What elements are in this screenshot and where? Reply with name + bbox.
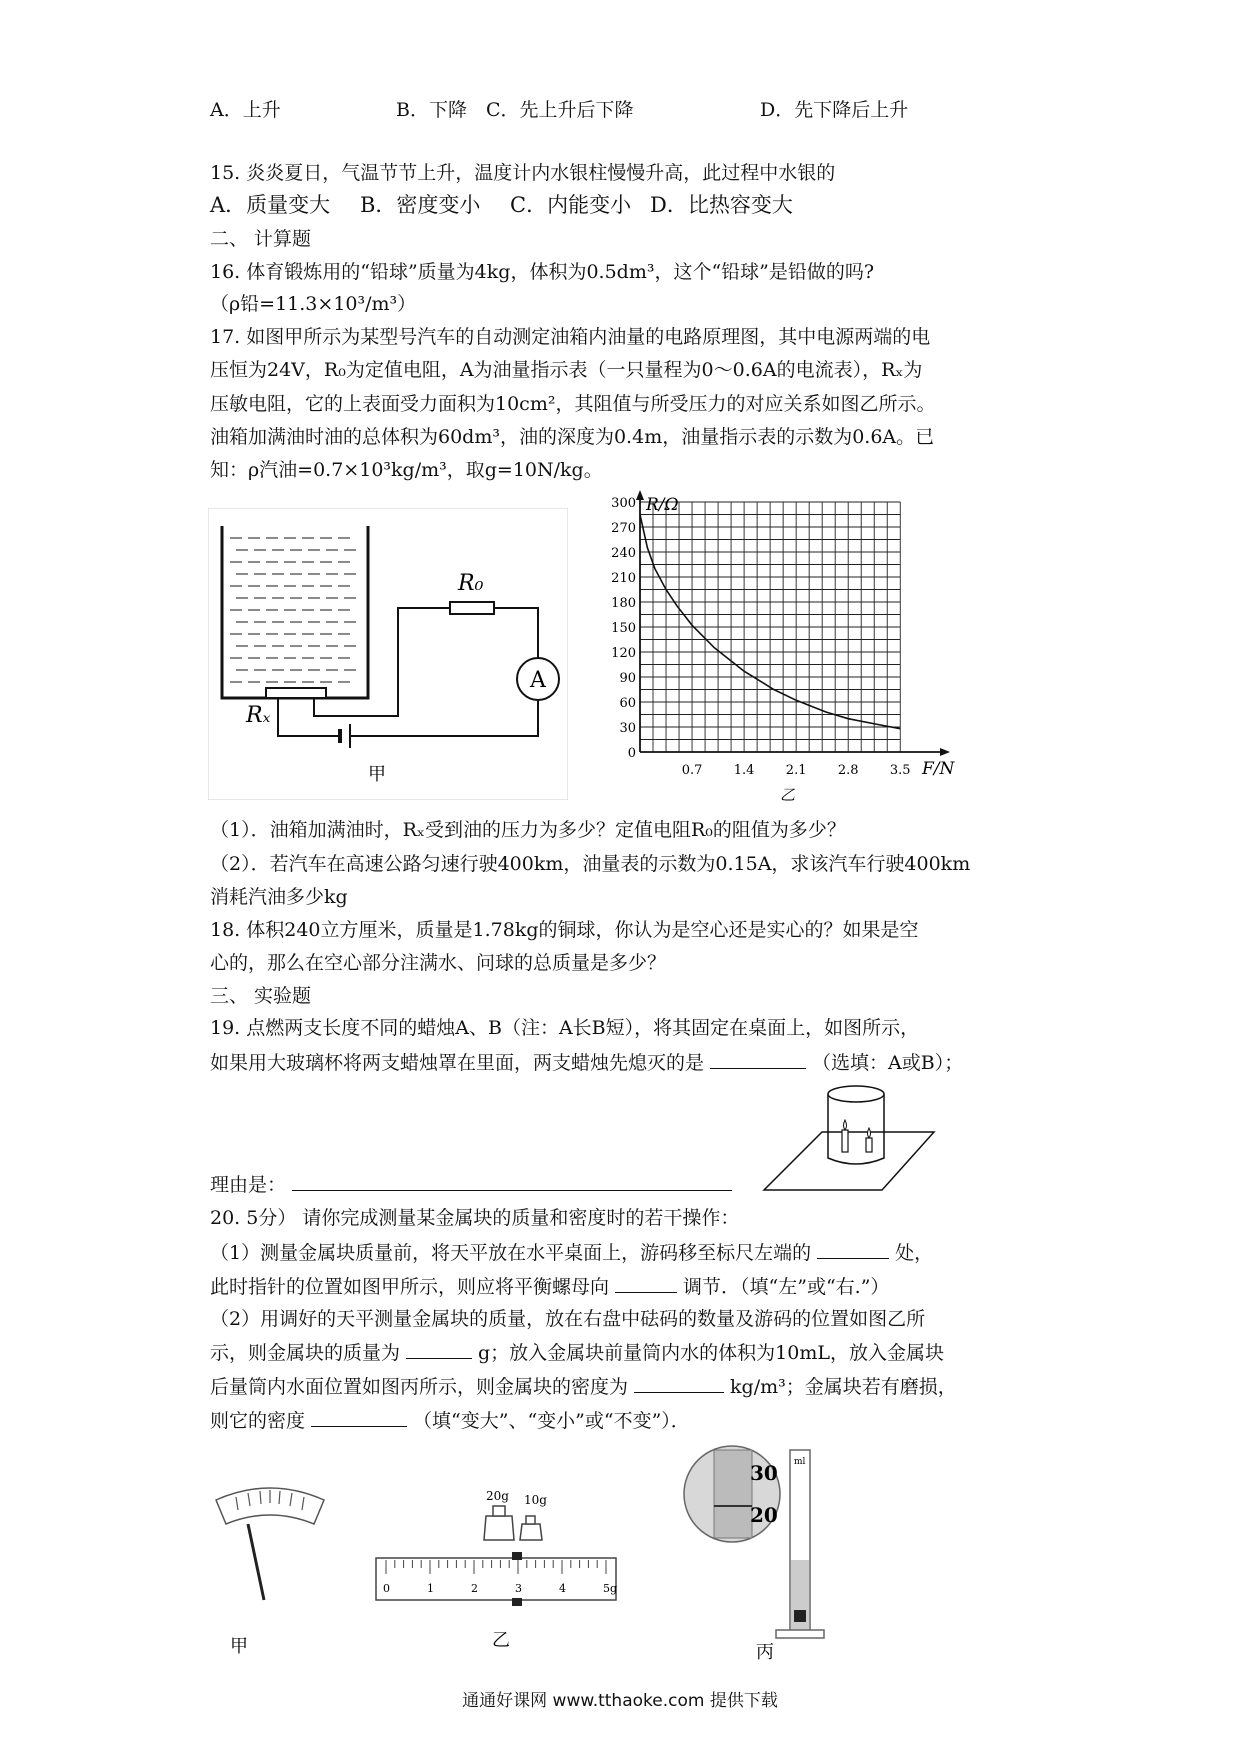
q18-line1: 18. 体积240立方厘米，质量是1.78kg的铜球，你认为是空心还是实心的？如果是空	[210, 919, 919, 941]
candle-b	[866, 1138, 872, 1152]
weight-10g-label: 10g	[524, 1493, 547, 1507]
resistance-force-chart	[600, 490, 960, 810]
q20-s2c: g；放入金属块前量筒内水的体积为10mL，放入金属块	[478, 1342, 944, 1364]
y-tick-label: 120	[611, 646, 636, 661]
slider-marker	[512, 1552, 522, 1560]
q17-line4: 油箱加满油时油的总体积为60dm³，油的深度为0.4m，油量指示表的示数为0.6A。已	[210, 426, 935, 448]
q20-blank-1[interactable]	[817, 1240, 889, 1259]
r0-resistor	[450, 602, 494, 614]
fig-caption-c: 丙	[756, 1642, 774, 1660]
y-tick-label: 0	[627, 746, 636, 761]
q20-s1a: （1）测量金属块质量前，将天平放在水平桌面上，游码移至标尺左端的	[210, 1242, 812, 1264]
cylinder-mark-20: 20	[750, 1503, 778, 1527]
y-tick-label: 240	[611, 546, 636, 561]
q19-line2	[210, 1050, 963, 1075]
circuit-diagram	[208, 508, 568, 800]
fig-caption-b: 乙	[492, 1630, 510, 1651]
q20-blank-3[interactable]	[406, 1340, 472, 1359]
flame-icon	[844, 1120, 847, 1130]
q20-s1-line1	[210, 1240, 933, 1265]
q17-sub2b: 消耗汽油多少kg	[210, 886, 348, 908]
y-tick-label: 60	[619, 696, 636, 711]
q15-option-b: B．密度变小	[360, 193, 481, 217]
q14-option-d: D．先下降后上升	[760, 99, 909, 121]
chart-ylabel: R/Ω	[646, 495, 679, 515]
q17-line5: 知：ρ汽油=0.7×10³kg/m³，取g=10N/kg。	[210, 459, 603, 481]
x-tick-label: 2.1	[785, 763, 807, 778]
y-tick-label: 180	[611, 596, 636, 611]
ruler-label: 2	[471, 1582, 478, 1595]
q19-reason-label: 理由是：	[210, 1174, 287, 1196]
circuit-caption: 甲	[368, 764, 386, 785]
y-tick-label: 210	[611, 571, 636, 586]
weight-20g-label: 20g	[486, 1489, 509, 1503]
q20-stem: 20. 5分） 请你完成测量某金属块的质量和密度时的若干操作：	[210, 1207, 740, 1229]
q19-line2-text: 如果用大玻璃杯将两支蜡烛罩在里面，两支蜡烛先熄灭的是	[210, 1052, 705, 1074]
cylinder-mark-30: 30	[750, 1461, 778, 1485]
q20-blank-2[interactable]	[615, 1274, 677, 1293]
y-tick-label: 300	[611, 496, 636, 511]
q15-option-a: A．质量变大	[210, 193, 331, 217]
chart-ticks	[611, 496, 910, 778]
q17-sub1: （1）．油箱加满油时，Rₓ受到油的压力为多少？定值电阻R₀的阻值为多少？	[210, 819, 846, 841]
q20-blank-4[interactable]	[634, 1374, 724, 1393]
cylinder-unit: ml	[794, 1457, 806, 1467]
chart-xlabel: F/N	[922, 759, 955, 779]
q17-line1: 17. 如图甲所示为某型号汽车的自动测定油箱内油量的电路原理图，其中电源两端的电	[210, 326, 931, 348]
x-tick-label: 0.7	[681, 763, 703, 778]
metal-block	[794, 1610, 806, 1622]
q20-s1b: 处，	[895, 1242, 934, 1264]
q14-option-c: C．先上升后下降	[486, 99, 634, 121]
q17-sub2a: （2）．若汽车在高速公路匀速行驶400km，油量表的示数为0.15A，求该汽车行驶400km	[210, 853, 971, 875]
chart-caption: 乙	[780, 786, 796, 804]
q16-line1: 16. 体育锻炼用的“铅球”质量为4kg，体积为0.5dm³，这个“铅球”是铅做的吗?	[210, 261, 875, 283]
q20-s2g: （填“变大”、“变小”或“不变”）．	[413, 1410, 690, 1432]
x-tick-label: 3.5	[889, 763, 911, 778]
q20-s2f: 则它的密度	[210, 1410, 306, 1432]
q20-s2e: kg/m³；金属块若有磨损，	[730, 1376, 957, 1398]
y-tick-label: 90	[619, 671, 636, 686]
q20-s2-line1: （2）用调好的天平测量金属块的质量，放在右盘中砝码的数量及游码的位置如图乙所	[210, 1308, 926, 1330]
q20-s2d: 后量筒内水面位置如图丙所示，则金属块的密度为	[210, 1376, 629, 1398]
q19-answer-blank[interactable]	[710, 1050, 806, 1069]
section-heading-exp: 三、 实验题	[210, 985, 312, 1007]
q19-reason-blank[interactable]	[292, 1172, 732, 1191]
q20-blank-5[interactable]	[311, 1408, 407, 1427]
q20-s2-line2	[210, 1340, 944, 1365]
r0-label: R₀	[458, 571, 484, 596]
chart-grid	[640, 502, 900, 752]
q18-line2: 心的，那么在空心部分注满水、问球的总质量是多少？	[210, 952, 667, 974]
flame-icon	[868, 1128, 871, 1138]
q20-s1c: 此时指针的位置如图甲所示，则应将平衡螺母向	[210, 1276, 610, 1298]
q20-s2-line3	[210, 1374, 957, 1399]
page-footer: 通通好课网 www.tthaoke.com 提供下载	[462, 1691, 778, 1711]
q15-stem: 15. 炎炎夏日，气温节节上升，温度计内水银柱慢慢升高，此过程中水银的	[210, 162, 836, 184]
q19-reason	[210, 1172, 738, 1197]
x-tick-label: 2.8	[837, 763, 859, 778]
ruler-label: 0	[383, 1582, 390, 1595]
q19-line1: 19. 点燃两支长度不同的蜡烛A、B（注：A长B短），将其固定在桌面上，如图所示，	[210, 1017, 920, 1039]
q20-s1-line2	[210, 1274, 889, 1299]
q16-line2: （ρ铅=11.3×10³/m³）	[210, 293, 417, 315]
balance-pointer-figure	[208, 1480, 338, 1660]
y-axis-arrow	[636, 490, 644, 500]
q17-line2: 压恒为24V，R₀为定值电阻，A为油量指示表（一只量程为0～0.6A的电流表），Rₓ为	[210, 359, 923, 381]
x-tick-label: 1.4	[733, 763, 755, 778]
rx-sensor	[266, 688, 326, 698]
candle-a	[842, 1130, 848, 1152]
weight-20g-icon	[484, 1516, 514, 1540]
weight-10g-icon	[520, 1524, 542, 1540]
y-tick-label: 30	[619, 721, 636, 736]
ruler-label: 4	[559, 1582, 566, 1595]
q14-option-b: B．下降	[396, 99, 467, 121]
candle-figure	[762, 1080, 937, 1195]
ruler-label: 3	[515, 1582, 522, 1595]
q15-option-d: D．比热容变大	[650, 193, 793, 217]
fig-caption-a: 甲	[230, 1636, 248, 1657]
oil-dashes	[230, 538, 356, 682]
q20-s1d: 调节．（填“左”或“右.”）	[683, 1276, 890, 1298]
section-heading-calc: 二、 计算题	[210, 228, 312, 250]
table-surface	[764, 1132, 934, 1190]
q19-line2-end: （选填：A或B）；	[812, 1052, 964, 1074]
y-tick-label: 270	[611, 521, 636, 536]
ammeter-label: A	[530, 668, 546, 693]
y-tick-label: 150	[611, 621, 636, 636]
weights-ruler-figure	[372, 1468, 622, 1658]
q20-s2-line4	[210, 1408, 690, 1433]
measuring-cylinder-figure	[672, 1440, 832, 1660]
q17-line3: 压敏电阻，它的上表面受力面积为10cm²，其阻值与所受压力的对应关系如图乙所示。	[210, 393, 936, 415]
q14-option-a: A．上升	[210, 99, 281, 121]
q20-s2b: 示，则金属块的质量为	[210, 1342, 401, 1364]
x-axis-arrow	[940, 748, 950, 756]
ruler-label: 1	[427, 1582, 434, 1595]
balance-pointer	[248, 1524, 264, 1600]
ruler-label: 5g	[603, 1582, 618, 1595]
q15-option-c: C．内能变小	[510, 193, 632, 217]
rx-label: Rₓ	[246, 703, 271, 728]
